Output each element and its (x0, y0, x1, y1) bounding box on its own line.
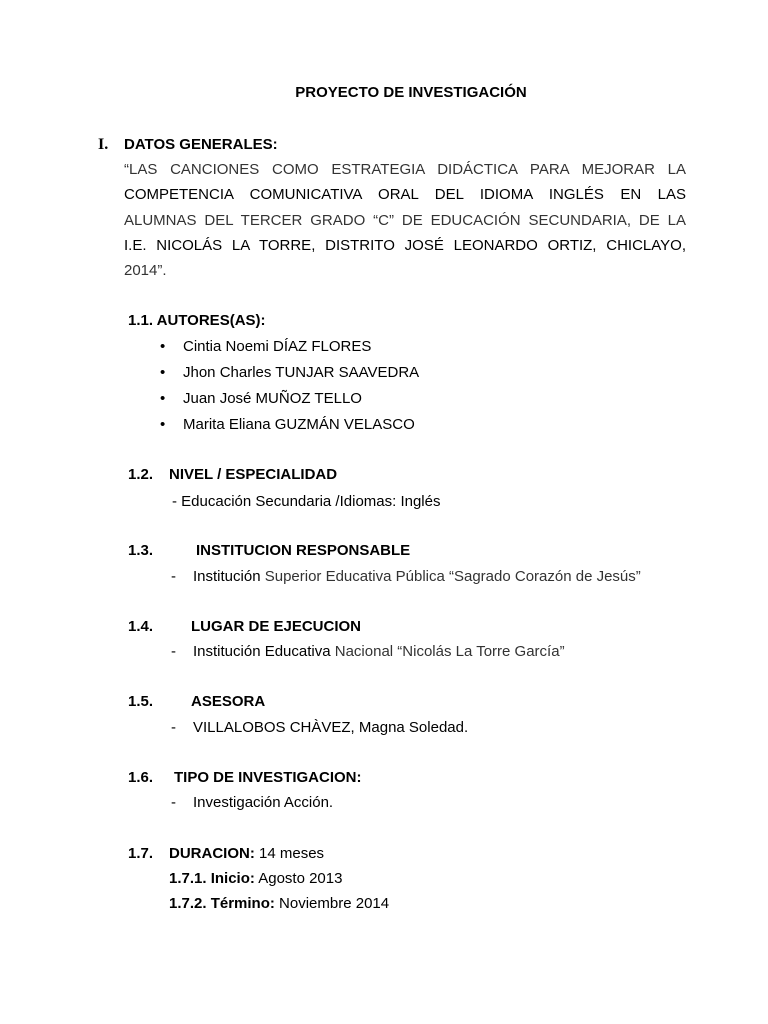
end-value: Noviembre 2014 (279, 895, 390, 912)
project-title-line-2: COMPETENCIA COMUNICATIVA ORAL DEL IDIOMA INGLÉS EN LAS (124, 186, 686, 203)
dash-marker: - (171, 643, 176, 660)
start-label: 1.7.1. Inicio: (169, 870, 255, 887)
institution-item (193, 568, 641, 585)
level-heading: NIVEL / ESPECIALIDAD (169, 466, 338, 483)
advisor-item: VILLALOBOS CHÀVEZ, Magna Soledad. (193, 719, 469, 736)
advisor-heading: ASESORA (191, 693, 266, 710)
type-number: 1.6. (128, 769, 154, 786)
duration-number: 1.7. (128, 845, 154, 862)
author-item: Cintia Noemi DÍAZ FLORES (183, 338, 372, 355)
page-title: PROYECTO DE INVESTIGACIÓN (295, 84, 527, 101)
project-title-line-1: “LAS CANCIONES COMO ESTRATEGIA DIDÁCTICA PARA MEJORAR LA (124, 161, 686, 178)
type-item: Investigación Acción. (193, 794, 334, 811)
bullet-icon: • (160, 364, 166, 381)
bullet-icon: • (160, 338, 166, 355)
advisor-number: 1.5. (128, 693, 154, 710)
location-item (193, 643, 565, 660)
dash-marker: - (171, 568, 176, 585)
institution-heading: INSTITUCION RESPONSABLE (196, 542, 411, 559)
project-title-line-3: ALUMNAS DEL TERCER GRADO “C” DE EDUCACIÓN SECUNDARIA, DE LA (124, 212, 686, 229)
start-line (169, 870, 342, 887)
duration-heading: DURACION: (169, 845, 255, 862)
level-number: 1.2. (128, 466, 154, 483)
dash-marker: - (171, 719, 176, 736)
location-item-start: Institución Educativa (193, 643, 331, 660)
section-numeral: I. (98, 136, 109, 153)
author-item: Jhon Charles TUNJAR SAAVEDRA (183, 364, 420, 381)
project-title-line-4: I.E. NICOLÁS LA TORRE, DISTRITO JOSÉ LEONARDO ORTIZ, CHICLAYO, (124, 237, 686, 254)
section-heading: DATOS GENERALES: (124, 136, 278, 153)
location-number: 1.4. (128, 618, 154, 635)
duration-value: 14 meses (259, 845, 325, 862)
institution-item-rest: Superior Educativa Pública “Sagrado Corazón de Jesús” (264, 568, 641, 585)
end-line (169, 895, 389, 912)
institution-item-start: Institución (193, 568, 261, 585)
author-item: Juan José MUÑOZ TELLO (183, 390, 362, 407)
location-heading: LUGAR DE EJECUCION (191, 618, 362, 635)
bullet-icon: • (160, 416, 166, 433)
project-title-line-5: 2014”. (124, 262, 167, 279)
bullet-icon: • (160, 390, 166, 407)
author-item: Marita Eliana GUZMÁN VELASCO (183, 416, 415, 433)
end-label: 1.7.2. Término: (169, 895, 275, 912)
location-item-rest: Nacional “Nicolás La Torre García” (334, 643, 565, 660)
authors-heading: 1.1. AUTORES(AS): (128, 312, 266, 329)
start-value: Agosto 2013 (258, 870, 343, 887)
duration-line (169, 845, 324, 862)
type-heading: TIPO DE INVESTIGACION: (174, 769, 362, 786)
dash-marker: - (171, 794, 176, 811)
level-item: - Educación Secundaria /Idiomas: Inglés (172, 493, 441, 510)
institution-number: 1.3. (128, 542, 154, 559)
